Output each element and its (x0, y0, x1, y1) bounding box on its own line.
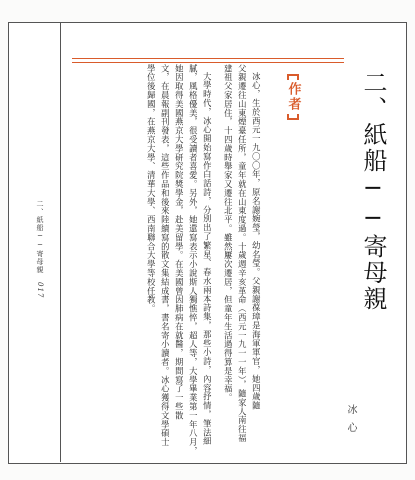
bracket-bottom (287, 114, 299, 120)
running-title: 二、紙船──寄母親 (36, 200, 44, 274)
body-column-1: 冰心，生於西元一九〇〇年，原名謝婉瑩，幼名瑩。父親謝葆璋是海軍軍官，她四歲隨 (251, 72, 262, 411)
body-column-7: 文，在晨報副刊發表，這些作品和後來陸續寫的散文集結成書，書名寄小讀者。冰心獲得文學碩士 (160, 64, 171, 447)
body-column-2: 父親遷往山東煙臺任所，童年就在山東度過。十歲週辛亥革命（西元一九一一年），隨家人南往福 (237, 64, 248, 443)
chapter-title: 二、紙船──寄母親 (359, 70, 387, 312)
header-rule (72, 58, 344, 59)
gutter-divider (60, 22, 61, 462)
page-number: 017 (36, 282, 44, 299)
body-column-8: 學位後歸國，在燕京大學、清華大學、西南聯合大學等校任教。 (146, 64, 157, 314)
body-column-6: 她因取得美國燕京大學研究院獎學金，赴美留學。在美國曾因肺病在就醫，期間寫了一些散 (174, 64, 185, 420)
header-rule-thin (72, 62, 344, 63)
bracket-top (287, 74, 299, 80)
body-column-4: 大學時代，冰心開始寫作白話詩，分別出了繁星、春水兩本詩集，那些小詩，內容抒情，筆法細 (202, 72, 213, 446)
body-column-3: 建祖父家居住，十四歲時舉家又遷往北平。雖然屢次遷居，但童年生活過得算是幸福。 (223, 64, 234, 403)
section-tag (284, 71, 302, 123)
body-column-5: 膩，風格優美，很受讀者喜愛。另外，她還寫表示小說斯人獨憔悴，超人等，大學畢業第一年八月， (188, 64, 199, 456)
author-name: 冰心 (345, 404, 356, 440)
section-label: 作者 (285, 82, 301, 112)
